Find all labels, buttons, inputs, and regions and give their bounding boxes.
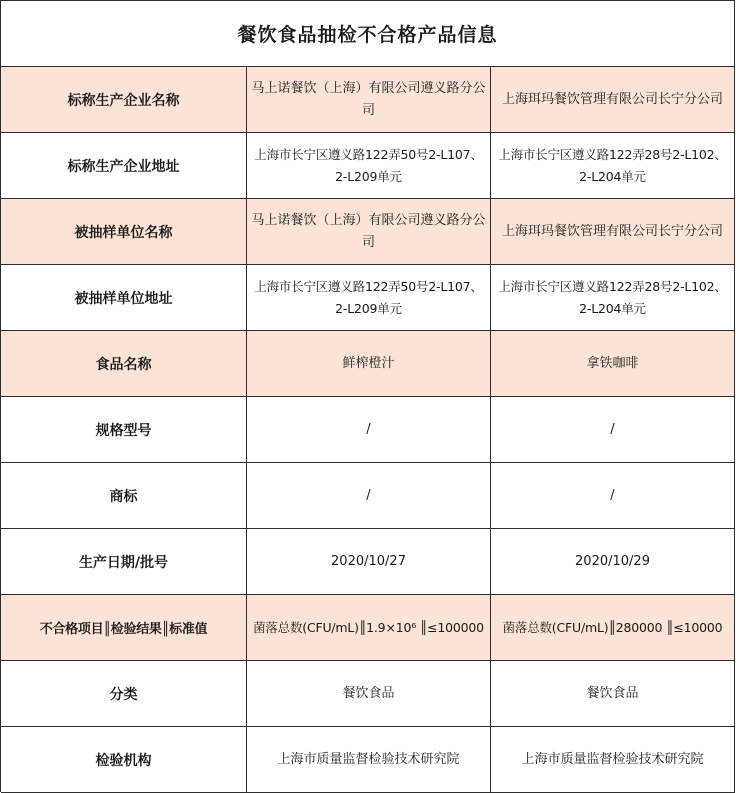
row-label: 标称生产企业地址 <box>1 133 247 199</box>
spec-model-row <box>1 397 735 463</box>
cell-product-2: / <box>491 397 735 463</box>
manufacturer-address-row <box>1 133 735 199</box>
manufacturer-name-row <box>1 67 735 133</box>
table-title-cell <box>1 1 735 67</box>
row-label: 食品名称 <box>1 331 247 397</box>
cell-product-2: 2020/10/29 <box>491 529 735 595</box>
cell-product-2: 菌落总数(CFU/mL)║280000 ║≤10000 <box>491 595 735 661</box>
table-title: 餐饮食品抽检不合格产品信息 <box>237 24 498 46</box>
cell-product-1: 餐饮食品 <box>247 661 491 727</box>
cell-product-2: 上海珥玛餐饮管理有限公司长宁分公司 <box>491 67 735 133</box>
cell-product-2: 上海珥玛餐饮管理有限公司长宁分公司 <box>491 199 735 265</box>
trademark-row <box>1 463 735 529</box>
food-name-row <box>1 331 735 397</box>
nonconforming-item-row <box>1 595 735 661</box>
cell-product-1: 马上诺餐饮（上海）有限公司遵义路分公司 <box>247 67 491 133</box>
row-label: 检验机构 <box>1 727 247 793</box>
cell-product-1: 上海市长宁区遵义路122弄50号2-L107、2-L209单元 <box>247 265 491 331</box>
cell-product-1: 菌落总数(CFU/mL)║1.9×10⁶ ║≤100000 <box>247 595 491 661</box>
cell-product-2: 上海市质量监督检验技术研究院 <box>491 727 735 793</box>
cell-product-1: / <box>247 397 491 463</box>
cell-product-1: 上海市长宁区遵义路122弄50号2-L107、2-L209单元 <box>247 133 491 199</box>
cell-product-2: 上海市长宁区遵义路122弄28号2-L102、2-L204单元 <box>491 133 735 199</box>
cell-product-1: 上海市质量监督检验技术研究院 <box>247 727 491 793</box>
row-label: 不合格项目║检验结果║标准值 <box>1 595 247 661</box>
sampled-unit-name-row <box>1 199 735 265</box>
cell-product-1: 马上诺餐饮（上海）有限公司遵义路分公司 <box>247 199 491 265</box>
cell-product-1: 2020/10/27 <box>247 529 491 595</box>
row-label: 标称生产企业名称 <box>1 67 247 133</box>
cell-product-2: 拿铁咖啡 <box>491 331 735 397</box>
cell-product-1: 鲜榨橙汁 <box>247 331 491 397</box>
row-label: 规格型号 <box>1 397 247 463</box>
inspection-agency-row <box>1 727 735 793</box>
category-row <box>1 661 735 727</box>
sampled-unit-address-row <box>1 265 735 331</box>
row-label: 分类 <box>1 661 247 727</box>
production-date-row <box>1 529 735 595</box>
row-label: 生产日期/批号 <box>1 529 247 595</box>
cell-product-2: 上海市长宁区遵义路122弄28号2-L102、2-L204单元 <box>491 265 735 331</box>
row-label: 商标 <box>1 463 247 529</box>
table-body <box>1 67 735 793</box>
cell-product-1: / <box>247 463 491 529</box>
cell-product-2: / <box>491 463 735 529</box>
row-label: 被抽样单位名称 <box>1 199 247 265</box>
cell-product-2: 餐饮食品 <box>491 661 735 727</box>
row-label: 被抽样单位地址 <box>1 265 247 331</box>
